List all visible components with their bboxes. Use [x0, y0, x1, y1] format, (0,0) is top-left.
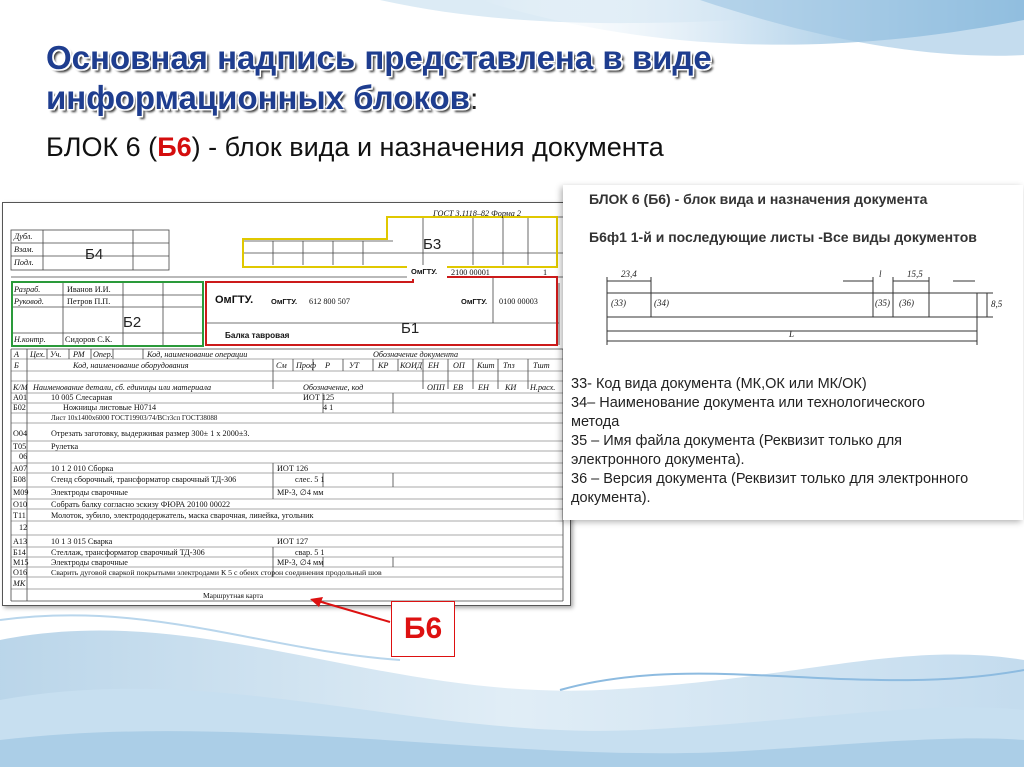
- row-code: Т05: [13, 442, 27, 451]
- b1-omgtu-small: ОмГТУ.: [271, 297, 298, 306]
- row-text: Отрезать заготовку, выдерживая размер 300± 1 х 2000±3.: [51, 429, 250, 438]
- hdr-b-op: ОП: [453, 361, 465, 370]
- row-text: 10 1 3 015 Сварка: [51, 537, 113, 546]
- hdr-a-opname: Код, наименование операции: [147, 350, 248, 359]
- title-line2: информационных блоков: [46, 79, 470, 116]
- desc-line: 36 – Версия документа (Реквизит только для электронного: [571, 471, 969, 487]
- hdr-b-koid: КОИД: [400, 361, 423, 370]
- row-extra: ИОТ 126: [277, 464, 309, 473]
- sig-name-3: Сидоров С.К.: [65, 335, 113, 344]
- slide-subtitle: [46, 132, 664, 163]
- desc-line: метода: [571, 414, 620, 430]
- panel-description: [571, 375, 1011, 508]
- hdr-km-ev: ЕВ: [453, 383, 464, 392]
- hdr-km-ki: КИ: [505, 383, 517, 392]
- desc-line: электронного документа).: [571, 452, 745, 468]
- hdr-a-oper: Опер.: [93, 350, 113, 359]
- row-code: 12: [19, 523, 28, 532]
- row-code: А13: [13, 537, 28, 546]
- row-text: 10 1 2 010 Сборка: [51, 464, 114, 473]
- subtitle-before: БЛОК 6 (: [46, 132, 158, 162]
- row-extra: МР-3, ∅4 мм: [277, 558, 324, 567]
- row-text: Ножницы листовые Н0714: [63, 403, 157, 412]
- side-label-podl: Подл.: [14, 258, 34, 267]
- row-text: Электроды сварочные: [51, 488, 128, 497]
- hdr-b-tst: Тшт: [533, 361, 550, 370]
- hdr-km-name: Наименование детали, сб. единицы или материала: [33, 383, 212, 392]
- hdr-a-uch: Уч.: [50, 350, 62, 359]
- dim-d1: 23,4: [621, 269, 637, 279]
- desc-line: документа).: [571, 490, 651, 506]
- b3-omgtu: ОмГТУ.: [411, 267, 438, 276]
- subtitle-after: ) - блок вида и назначения документа: [191, 132, 664, 162]
- row-code: Б14: [13, 548, 26, 557]
- row-code: О04: [13, 429, 28, 438]
- row-text: Стеллаж, трансформатор сварочный ТД-306: [51, 548, 205, 557]
- row-code: МК: [13, 579, 26, 588]
- sig-role-2: Руковод.: [14, 297, 44, 306]
- row-text: Рулетка: [51, 442, 79, 451]
- cell-35: (35): [875, 298, 890, 308]
- route-card-form: [2, 202, 571, 606]
- top-code: 2100 00001: [451, 268, 490, 277]
- hdr-b-prof: Проф: [296, 361, 316, 370]
- sig-role-3: Н.контр.: [14, 335, 46, 344]
- row-text: Молоток, зубило, электрододержатель, маска сварочная, линейка, угольник: [51, 511, 314, 520]
- hdr-b-r: Р: [325, 361, 331, 370]
- row-code: М09: [13, 488, 29, 497]
- row-code: Т11: [13, 511, 26, 520]
- row-text: 10 005 Слесарная: [51, 393, 113, 402]
- row-extra: ИОТ 127: [277, 537, 309, 546]
- b1-code2: 0100 00003: [499, 297, 538, 306]
- row-code: О10: [13, 500, 28, 509]
- block6-description-panel: [563, 185, 1023, 520]
- hdr-km-nrash: Н.расх.: [530, 383, 556, 392]
- row-code: Б08: [13, 475, 26, 484]
- cell-33: (33): [611, 298, 626, 308]
- desc-line: 33- Код вида документа (МК,ОК или МК/ОК): [571, 376, 867, 392]
- row-text: Лист 10х1400х6000 ГОСТ19903/74/ВСт3сп ГОСТ38088: [51, 414, 218, 422]
- sig-name-2: Петров П.П.: [67, 297, 111, 306]
- gost-label: ГОСТ 3.1118–82 Форма 2: [433, 209, 521, 218]
- hdr-a-code: А: [14, 350, 20, 359]
- hdr-b-equip: Код, наименование оборудования: [73, 361, 189, 370]
- b1-omgtu-big: ОмГТУ.: [215, 294, 254, 306]
- row-code: О16: [13, 568, 28, 577]
- panel-subtitle: Б6ф1 1-й и последующие листы -Все виды документов: [589, 229, 977, 245]
- row-text: Электроды сварочные: [51, 558, 128, 567]
- row-code: Б02: [13, 403, 26, 412]
- hdr-km-oboz: Обозначение, код: [303, 383, 364, 392]
- hdr-km-en: ЕН: [478, 383, 489, 392]
- row-extra: МР-3, ∅4 мм: [277, 488, 324, 497]
- row-extra: 4 1: [323, 403, 334, 412]
- row-text: Собрать балку согласно эскизу ФЮРА 20100 00022: [51, 500, 231, 509]
- hdr-a-rm: РМ: [73, 350, 85, 359]
- side-label-vzam: Взам.: [14, 245, 34, 254]
- hdr-b-tpz: Тпз: [503, 361, 515, 370]
- row-code: А01: [13, 393, 28, 402]
- hdr-b-sm: См: [276, 361, 287, 370]
- block-b4-label: Б4: [85, 246, 104, 263]
- desc-line: 34– Наименование документа или технологического: [571, 395, 925, 411]
- top-page: 1: [543, 268, 548, 277]
- form-footer: Маршрутная карта: [203, 591, 264, 600]
- b1-code1: 612 800 507: [309, 297, 350, 306]
- row-extra: свар. 5 1: [295, 548, 325, 557]
- title-colon: :: [469, 83, 479, 116]
- panel-title: БЛОК 6 (Б6) - блок вида и назначения документа: [589, 191, 928, 207]
- cell-34: (34): [654, 298, 669, 308]
- hdr-a-ceh: Цех.: [30, 350, 46, 359]
- sig-name-1: Иванов И.И.: [67, 285, 111, 294]
- part-name: Балка тавровая: [225, 331, 290, 340]
- b6-callout-box: [391, 601, 455, 657]
- hdr-b-code: Б: [14, 361, 19, 370]
- dim-total: L: [789, 329, 795, 339]
- hdr-b-kst: Кшт: [477, 361, 495, 370]
- hdr-b-en: ЕН: [428, 361, 439, 370]
- row-code: 06: [19, 452, 28, 461]
- row-text: Сварить дуговой сваркой покрытыми электродами К 5 с обеих сторон соединения продольный шов: [51, 568, 382, 577]
- block-b1-label: Б1: [401, 320, 420, 337]
- cell-36: (36): [899, 298, 914, 308]
- hdr-km-opp: ОПП: [427, 383, 445, 392]
- row-code: А07: [13, 464, 28, 473]
- hdr-a-doc: Обозначение документа: [373, 350, 459, 359]
- b1-omgtu-right: ОмГТУ.: [461, 297, 488, 306]
- dim-d2: l: [879, 269, 882, 279]
- title-line1: Основная надпись представлена в виде: [46, 39, 712, 76]
- dim-d3: 15,5: [907, 269, 923, 279]
- block-b2-label: Б2: [123, 314, 142, 331]
- subtitle-red: Б6: [157, 132, 192, 162]
- hdr-b-ut: УТ: [349, 361, 360, 370]
- block-b3-outline: [243, 217, 557, 267]
- dim-d4: 8,5: [991, 299, 1003, 309]
- row-extra: слес. 5 1: [295, 475, 325, 484]
- hdr-km-code: К/М: [13, 383, 28, 392]
- hdr-b-kr: КР: [378, 361, 389, 370]
- row-text: Стенд сборочный, трансформатор сварочный ТД-306: [51, 475, 237, 484]
- slide-title: [46, 38, 946, 120]
- row-extra: ИОТ 125: [303, 393, 335, 402]
- desc-line: 35 – Имя файла документа (Реквизит только для: [571, 433, 903, 449]
- b6-callout-label: Б6: [403, 612, 443, 645]
- sig-role-1: Разраб.: [14, 285, 41, 294]
- block-b3-label: Б3: [423, 236, 442, 253]
- side-label-dubl: Дубл.: [14, 232, 33, 241]
- row-code: М15: [13, 558, 29, 567]
